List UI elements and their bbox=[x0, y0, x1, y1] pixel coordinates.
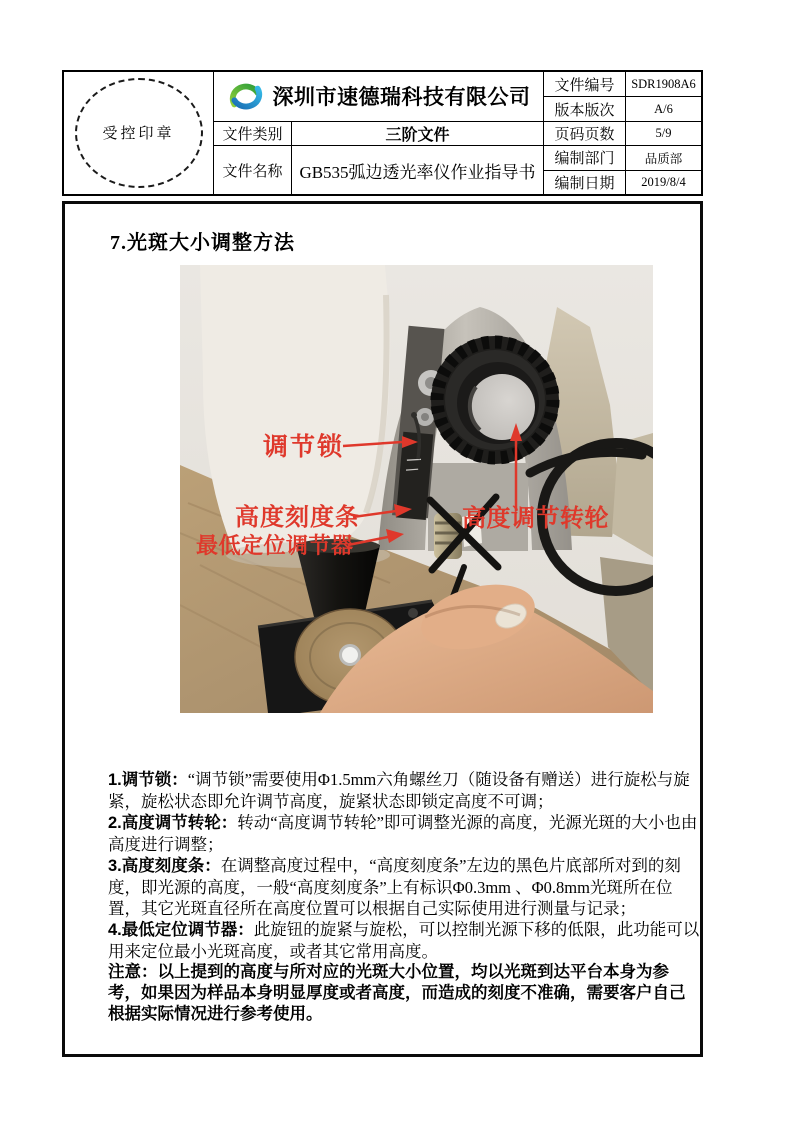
paragraph-body: 此旋钮的旋紧与旋松，可以控制光源下移的低限，此功能可以用来定位最小光斑高度，或者其它常用高度。 bbox=[108, 920, 700, 961]
annotation-height-scale-label: 高度刻度条 bbox=[235, 505, 360, 531]
section-title: 7.光斑大小调整方法 bbox=[110, 232, 295, 254]
field-value-page: 5/9 bbox=[625, 121, 701, 145]
paragraph-notice bbox=[108, 962, 700, 1025]
paragraph-height-scale bbox=[108, 855, 700, 919]
field-label-department: 编制部门 bbox=[543, 145, 625, 169]
paragraph-body: “调节锁”需要使用Φ1.5mm六角螺丝刀（随设备有赠送）进行旋松与旋紧，旋松状态即允许调节高度，旋紧状态即锁定高度不可调； bbox=[108, 770, 690, 811]
company-header bbox=[213, 72, 543, 121]
company-logo-icon bbox=[227, 79, 265, 113]
seal-text: 受控印章 bbox=[102, 126, 175, 143]
controlled-seal-cell bbox=[64, 72, 213, 194]
paragraph-lead: 3.高度刻度条： bbox=[108, 857, 221, 875]
content-frame bbox=[62, 201, 703, 1057]
company-name: 深圳市速德瑞科技有限公司 bbox=[272, 86, 531, 110]
annotation-min-position-label: 最低定位调节器 bbox=[196, 533, 354, 558]
field-label-page: 页码页数 bbox=[543, 121, 625, 145]
paragraph-lead: 1.调节锁： bbox=[108, 771, 188, 789]
header-table bbox=[62, 70, 703, 196]
annotation-adjust-lock-label: 调节锁 bbox=[263, 434, 345, 461]
controlled-seal bbox=[75, 78, 203, 188]
paragraph-height-wheel bbox=[108, 812, 700, 855]
paragraph-lead: 4.最低定位调节器： bbox=[108, 921, 254, 939]
paragraph-body: 在调整高度过程中，“高度刻度条”左边的黑色片底部所对到的刻度，即光源的高度，一般“高度刻度条”上有标识Φ0.3mm 、Φ0.8mm光斑所在位置，其它光斑直径所在高度位置可以根据自己实际使用进行测量与记录； bbox=[108, 856, 681, 918]
field-label-version: 版本版次 bbox=[543, 96, 625, 120]
doc-name-value: GB535弧边透光率仪作业指导书 bbox=[291, 145, 543, 194]
annotation-height-wheel-label: 高度调节转轮 bbox=[462, 506, 609, 532]
field-value-version: A/6 bbox=[625, 96, 701, 120]
doc-name-label: 文件名称 bbox=[213, 145, 291, 194]
paragraph-adjust-lock bbox=[108, 769, 700, 812]
instruction-text bbox=[108, 769, 700, 1025]
paragraph-body: 以上提到的高度与所对应的光斑大小位置，均以光斑到达平台本身为参考，如果因为样品本身明显厚度或者高度，而造成的刻度不准确，需要客户自己根据实际情况进行参考使用。 bbox=[108, 963, 686, 1023]
field-value-department: 品质部 bbox=[625, 145, 701, 169]
doc-class-value: 三阶文件 bbox=[291, 121, 543, 145]
doc-class-label: 文件类别 bbox=[213, 121, 291, 145]
paragraph-lead: 注意： bbox=[108, 963, 158, 981]
height-adjust-wheel bbox=[431, 336, 559, 464]
paragraph-body: 转动“高度调节转轮”即可调整光源的高度，光源光斑的大小也由高度进行调整； bbox=[108, 813, 698, 854]
paragraph-min-position bbox=[108, 919, 700, 962]
paragraph-lead: 2.高度调节转轮： bbox=[108, 814, 238, 832]
instrument-photo bbox=[180, 265, 653, 713]
field-label-doc-number: 文件编号 bbox=[543, 72, 625, 96]
field-label-date: 编制日期 bbox=[543, 170, 625, 194]
field-value-date: 2019/8/4 bbox=[625, 170, 701, 194]
field-value-doc-number: SDR1908A6 bbox=[625, 72, 701, 96]
